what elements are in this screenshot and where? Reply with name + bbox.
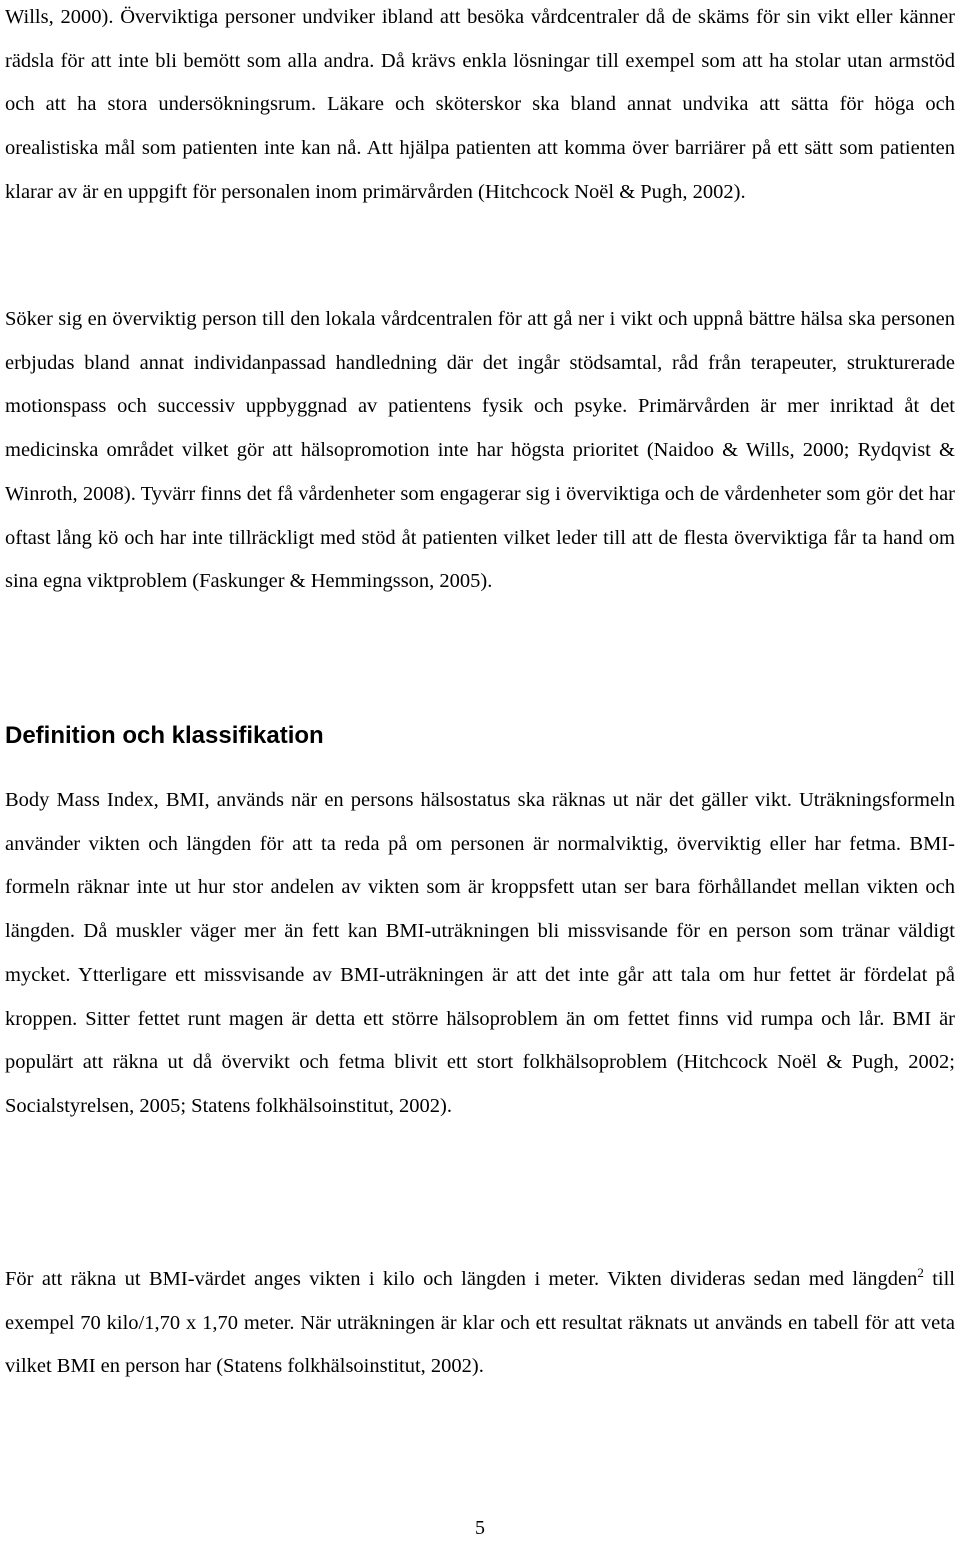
squared-superscript: 2 — [917, 1265, 924, 1280]
paragraph-primary-care: Söker sig en överviktig person till den lokala vårdcentralen för att gå ner i vikt och uppnå bättre hälsa ska personen erbjudas bland annat individanpassad handledning där det ingår stödsamtal, råd från terapeuter, strukturerade motionspass och successiv uppbyggnad av patientens fysik och psyke. Primärvården är mer inriktad åt det medicinska området vilket gör att hälsopromotion inte har högsta prioritet (Naidoo & Wills, 2000; Rydqvist & Winroth, 2008). Tyvärr finns det få vårdenheter som engagerar sig i överviktiga och de vårdenheter som gör det har oftast lång kö och har inte tillräckligt med stöd åt patienten vilket leder till att de flesta överviktiga får ta hand om sina egna viktproblem (Faskunger & Hemmingsson, 2005). — [5, 308, 955, 593]
section-heading: Definition och klassifikation — [5, 722, 324, 749]
paragraph-bmi-calculation — [5, 1258, 955, 1389]
page-number: 5 — [475, 1517, 485, 1539]
paragraph-bmi-definition: Body Mass Index, BMI, används när en persons hälsostatus ska räknas ut när det gäller vikt. Uträkningsformeln använder vikten och längden för att ta reda på om personen är normalviktig, överviktig eller har fetma. BMI-formeln räknar inte ut hur stor andelen av vikten som är kroppsfett utan ser bara förhållandet mellan vikten och längden. Då muskler väger mer än fett kan BMI-uträkningen bli missvisande för en person som tränar väldigt mycket. Ytterligare ett missvisande av BMI-uträkningen är att det inte går att tala om hur fettet är fördelat på kroppen. Sitter fettet runt magen är detta ett större hälsoproblem än om fettet finns vid rumpa och lår. BMI är populärt att räkna ut då övervikt och fetma blivit ett stort folkhälsoproblem (Hitchcock Noël & Pugh, 2002; Socialstyrelsen, 2005; Statens folkhälsoinstitut, 2002). — [5, 789, 955, 1117]
paragraph-barriers: Wills, 2000). Överviktiga personer undviker ibland att besöka vårdcentraler då de skäms för sin vikt eller känner rädsla för att inte bli bemött som alla andra. Då krävs enkla lösningar till exempel som att ha stolar utan armstöd och att ha stora undersökningsrum. Läkare och sköterskor ska bland annat undvika att sätta för höga och orealistiska mål som patienten inte kan nå. Att hjälpa patienten att komma över barriärer på ett sätt som patienten klarar av är en uppgift för personalen inom primärvården (Hitchcock Noël & Pugh, 2002). — [5, 6, 955, 203]
calculation-text-start: För att räkna ut BMI-värdet anges vikten i kilo och längden i meter. Vikten divideras sedan med längden — [5, 1268, 918, 1290]
calculation-text-end: till exempel 70 kilo/1,70 x 1,70 meter. När uträkningen är klar och ett resultat räknats ut används en tabell för att veta vilket BMI en person har (Statens folkhälsoinstitut, 2002). — [5, 1268, 955, 1378]
